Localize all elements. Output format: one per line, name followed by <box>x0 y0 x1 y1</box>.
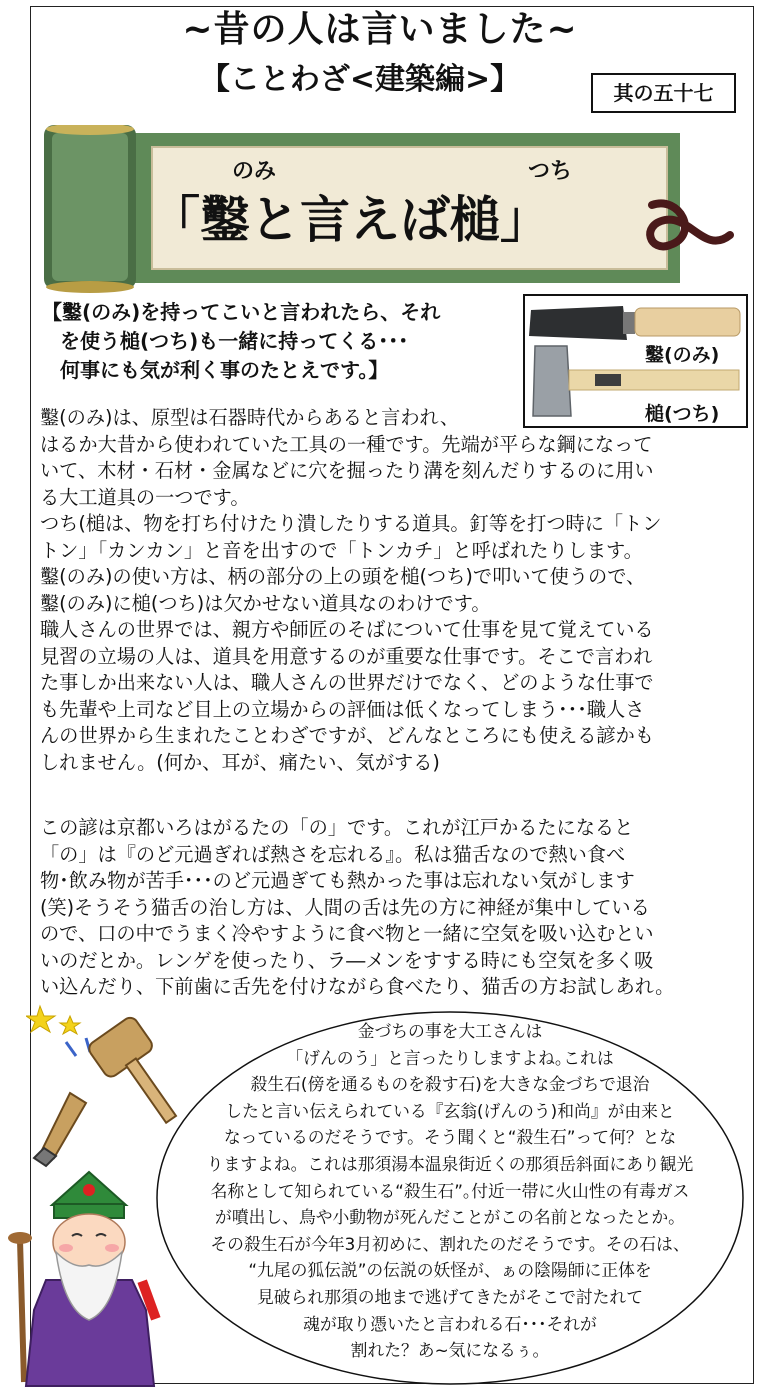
staff-icon <box>20 1240 24 1382</box>
text-line: トン」「カンカン」と音を出すので「トンカチ」と呼ばれたりします。 <box>40 538 643 562</box>
bubble-line: 「げんのう」と言ったりしますよね｡これは <box>286 1047 614 1068</box>
text-line: この諺は京都いろはがるたの「の」です。これが江戸かるたになると <box>40 816 634 839</box>
text-line: 鑿(のみ)に槌(つち)は欠かせない道具なのわけです。 <box>40 591 491 615</box>
text-line: いて、木材・石材・金属などに穴を掘ったり溝を刻んだりするのに用い <box>40 459 654 482</box>
scroll-rod-cap-bottom <box>46 281 134 293</box>
page-title: ~昔の人は言いました~ <box>182 9 578 50</box>
bubble-line: 割れた？あ~気になるぅ。 <box>350 1340 550 1361</box>
bubble-line: “九尾の狐伝説”の伝説の妖怪が、ぁの陰陽師に正体を <box>248 1260 652 1281</box>
chisel-icon <box>34 1093 86 1166</box>
bubble-line: 殺生石(傍を通るものを殺す石)を大きな金づちで退治 <box>250 1074 650 1095</box>
speech-bubble-text <box>155 1018 745 1364</box>
bubble-line: が噴出し、鳥や小動物が死んだことがこの名前となったとか。 <box>215 1207 685 1228</box>
text-line: も先輩や上司など目上の立場からの評価は低くなってしまう･･･職人さ <box>40 697 645 721</box>
bubble-line: 魂が取り憑いたと言われる石･･･それが <box>303 1313 597 1334</box>
summary-line: 何事にも気が利く事のたとえです。】 <box>60 358 389 382</box>
text-line: (笑)そうそう猫舌の治し方は、人間の舌は先の方に神経が集中している <box>40 895 650 919</box>
chisel-label: 鑿(のみ) <box>645 344 720 366</box>
ruby-nomi: のみ <box>232 159 277 184</box>
chisel-handle <box>635 308 740 336</box>
text-line: 職人さんの世界では、親方や師匠のそばについて仕事を見て覚えている <box>40 618 654 641</box>
text-line: はるか大昔から使われていた工具の一種です。先端が平らな鋼になって <box>40 432 653 456</box>
page-subtitle: 【ことわざ<建築編>】 <box>199 62 521 97</box>
proverb-title: 「鑿と言えば槌」 <box>150 190 550 249</box>
text-line: んの世界から生まれたことわざですが、どんなところにも使える諺かも <box>40 724 654 747</box>
hammer-handle <box>569 370 739 390</box>
text-line: 見習の立場の人は、道具を用意するのが重要な仕事です。そこで言われ <box>40 644 653 668</box>
bubble-line: 見破られ那須の地まで逃げてきたがそこで討たれて <box>257 1286 643 1307</box>
old-sage-character <box>4 1160 174 1388</box>
bubble-line: なっているのだそうです。そう聞くと“殺生石”って何？とな <box>223 1127 677 1148</box>
star-icon <box>60 1016 80 1034</box>
text-line: 物･飲み物が苦手･･･のど元過ぎても熱かった事は忘れない気がします <box>40 869 635 892</box>
text-line: しれません。(何か、耳が、痛たい、気がする) <box>40 750 440 774</box>
star-icon <box>26 1006 55 1032</box>
text-line: 鑿(のみ)の使い方は、柄の部分の上の頭を槌(つち)で叩いて使うので、 <box>40 565 646 588</box>
bubble-line: その殺生石が今年3月初めに、割れたのだそうです。その石は、 <box>210 1233 690 1254</box>
text-line: ので、口の中でうまく冷やすように食べ物と一緒に空気を吸い込むとい <box>40 922 654 945</box>
hammer-label: 槌(つち) <box>645 403 720 425</box>
chisel-blade <box>529 306 627 340</box>
bubble-line: 名称として知られている“殺生石”｡付近一帯に火山性の有毒ガス <box>210 1180 690 1201</box>
summary-line: 【鑿(のみ)を持ってこいと言われたら、それ <box>42 300 441 324</box>
summary-line: を使う槌(つち)も一緒に持ってくる･･･ <box>60 329 409 353</box>
bubble-line: 金づちの事を大工さんは <box>357 1021 543 1041</box>
text-line: 鑿(のみ)は、原型は石器時代からあると言われ、 <box>40 406 460 429</box>
text-line: た事しか出来ない人は、職人さんの世界だけでなく、どのような仕事で <box>40 671 654 694</box>
bubble-line: したと言い伝えられている『玄翁(げんのう)和尚』が由来と <box>225 1100 675 1121</box>
text-line: いのだとか。レンゲを使ったり、ラ―メンをすする時にも空気を多く吸 <box>40 948 654 972</box>
article-paragraph-1 <box>40 405 750 776</box>
article-paragraph-2 <box>40 815 750 1001</box>
text-line: る大工道具の一つです。 <box>40 485 250 509</box>
text-line: つち(槌は、物を打ち付けたり潰したりする道具。釘等を打つ時に「トン <box>40 512 662 535</box>
text-line: い込んだり、下前歯に舌先を付けながら食べたり、猫舌の方お試しあれ。 <box>40 975 675 998</box>
proverb-summary <box>42 298 522 385</box>
bubble-line: りますよね。これは那須湯本温泉街近くの那須岳斜面にあり観光 <box>206 1153 694 1174</box>
text-line: 「の」は『のど元過ぎれば熱さを忘れる』。私は猫舌なので熱い食べ <box>40 842 626 866</box>
ruby-tsuchi: つち <box>528 159 573 184</box>
issue-number-badge: 其の五十七 <box>591 73 736 113</box>
